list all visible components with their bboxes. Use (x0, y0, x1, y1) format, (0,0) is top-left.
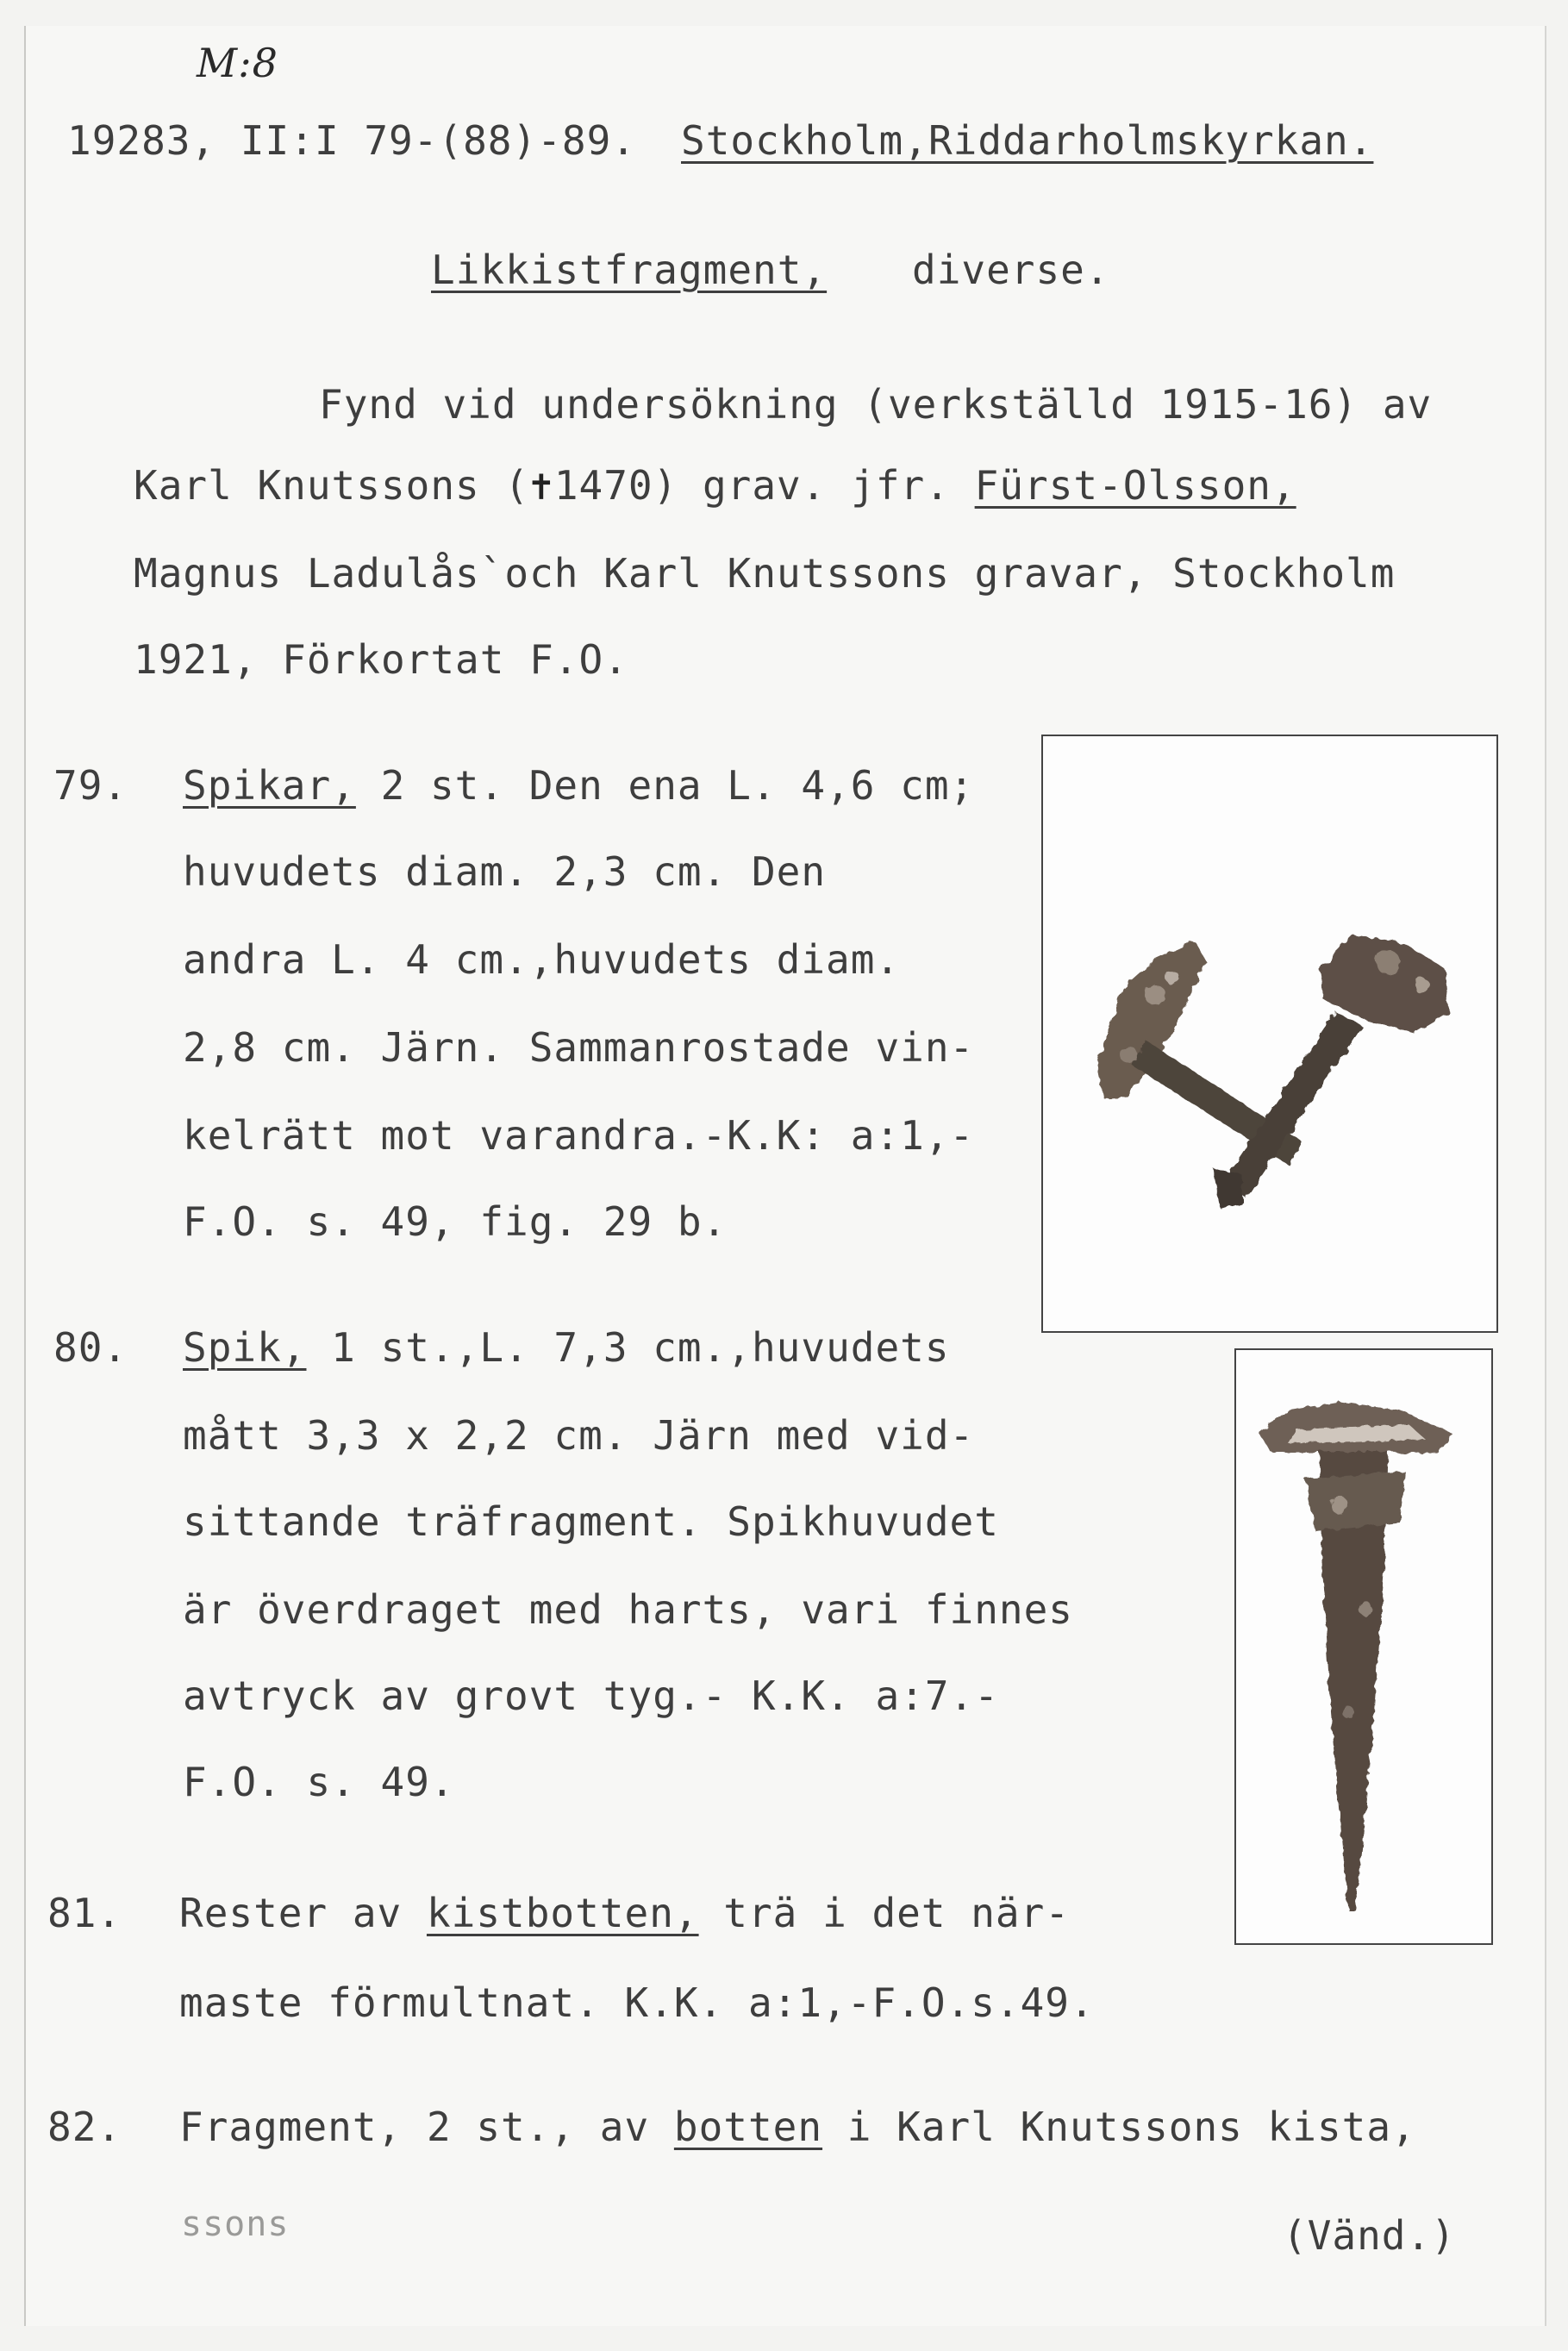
entry-80-number: 80. (53, 1324, 128, 1371)
entry-79-text: 2 st. Den ena L. 4,6 cm; (355, 762, 975, 809)
card-title-suffix: diverse. (912, 247, 1110, 293)
entry-82-text: i Karl Knutssons kista, (822, 2104, 1416, 2150)
handwritten-mark: M:8 (197, 40, 278, 86)
entry-80-line-2: mått 3,3 x 2,2 cm. Järn med vid- (183, 1412, 975, 1459)
intro-line-2a: Karl Knutssons ( (134, 462, 530, 509)
intro-line-4: 1921, Förkortat F.O. (134, 636, 628, 683)
death-cross-icon: ✝ (529, 462, 554, 509)
crossed-nails-photo (1041, 735, 1498, 1333)
intro-line-2b: 1470) grav. jfr. (553, 462, 950, 509)
intro-line-2 (134, 462, 1296, 509)
intro-line-3: Magnus Ladulås`och Karl Knutssons gravar, Stockholm (134, 550, 1396, 597)
entry-82-line-1 (179, 2104, 1416, 2150)
entry-80-line-6: F.O. s. 49. (183, 1759, 455, 1805)
entry-79-line-3: andra L. 4 cm.,huvudets diam. (183, 936, 901, 983)
turn-over-note: (Vänd.) (1283, 2212, 1456, 2259)
rusted-nails-icon (1043, 736, 1496, 1331)
entry-81-term: kistbotten, (426, 1890, 699, 1936)
card-title: Likkistfragment, (431, 247, 828, 293)
entry-81-line-2: maste förmultnat. K.K. a:1,-F.O.s.49. (179, 1979, 1095, 2026)
entry-81-pre: Rester av (179, 1890, 427, 1936)
location-heading: Stockholm,Riddarholmskyrkan. (681, 117, 1374, 164)
entry-79-term: Spikar, (183, 762, 356, 809)
rusted-nail-icon (1236, 1350, 1491, 1943)
entry-82-term: botten (673, 2104, 823, 2150)
faint-bleed-text: ssons (181, 2204, 290, 2244)
entry-79-line-1 (183, 762, 975, 809)
intro-line-1: Fynd vid undersökning (verkställd 1915-16) av (319, 381, 1433, 428)
entry-81-number: 81. (47, 1890, 122, 1936)
entry-80-line-3: sittande träfragment. Spikhuvudet (183, 1498, 999, 1545)
entry-80-text: 1 st.,L. 7,3 cm.,huvudets (306, 1324, 950, 1371)
entry-82-number: 82. (47, 2104, 122, 2150)
entry-80-line-4: är överdraget med harts, vari finnes (183, 1586, 1073, 1633)
reference-author: Fürst-Olsson, (974, 462, 1296, 509)
entry-80-term: Spik, (183, 1324, 307, 1371)
entry-79-number: 79. (53, 762, 128, 809)
entry-79-line-4: 2,8 cm. Järn. Sammanrostade vin- (183, 1024, 975, 1071)
entry-81-line-1 (179, 1890, 1071, 1936)
entry-80-line-1 (183, 1324, 950, 1371)
entry-79-line-6: F.O. s. 49, fig. 29 b. (183, 1198, 728, 1245)
entry-79-line-2: huvudets diam. 2,3 cm. Den (183, 848, 827, 895)
entry-79-line-5: kelrätt mot varandra.-K.K: a:1,- (183, 1112, 975, 1159)
single-nail-photo (1234, 1348, 1493, 1945)
entry-81-text: trä i det när- (698, 1890, 1071, 1936)
entry-80-line-5: avtryck av grovt tyg.- K.K. a:7.- (183, 1673, 999, 1719)
catalog-reference: 19283, II:I 79-(88)-89. (67, 117, 636, 164)
entry-82-pre: Fragment, 2 st., av (179, 2104, 674, 2150)
